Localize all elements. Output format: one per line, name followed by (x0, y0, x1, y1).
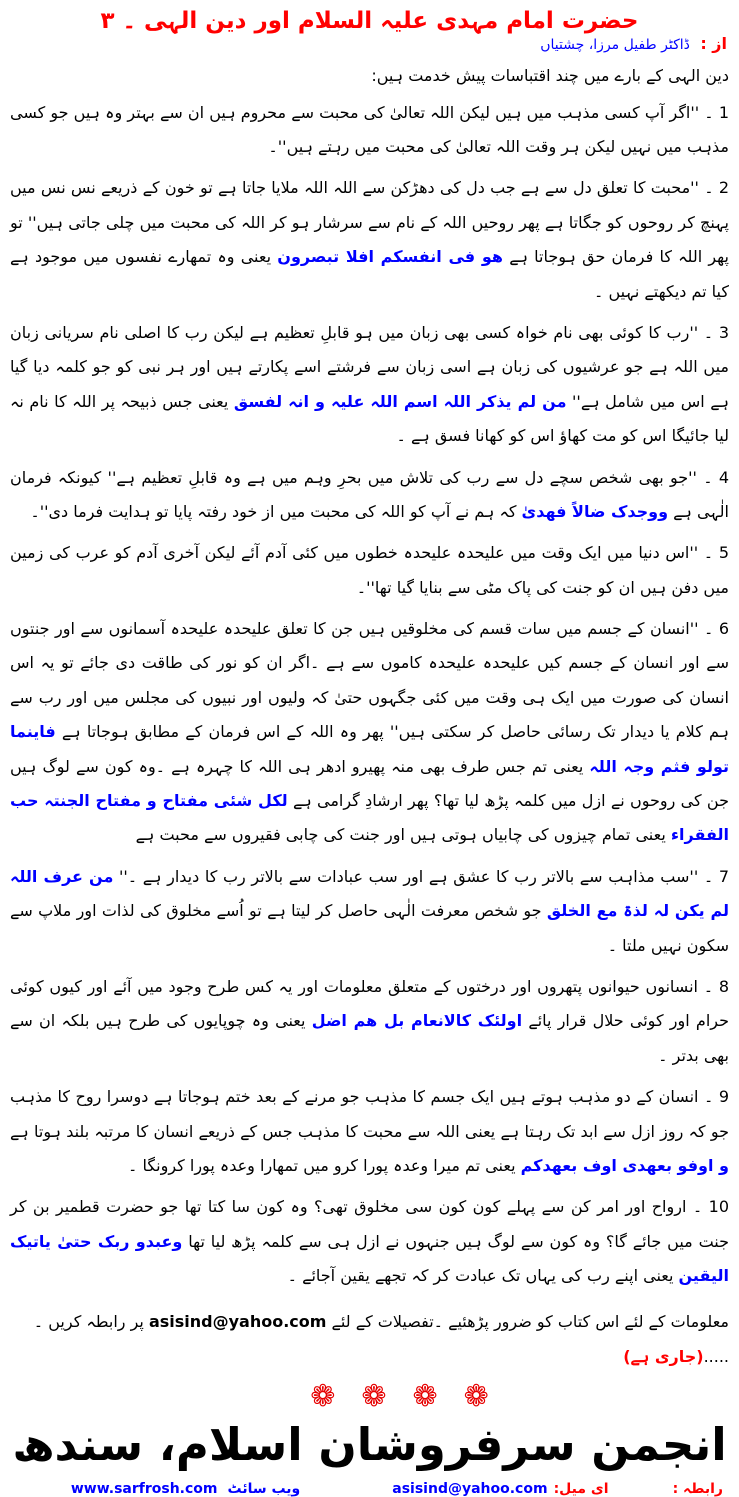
text-segment: اولئک کالانعام بل ھم اضل (311, 1011, 523, 1031)
rosette-ornament-icon: ❁ (463, 1379, 489, 1415)
text-segment: 8 ۔ انسانوں حیوانوں پتھروں اور درختوں کے متعلق معلومات اور یہ کس طرح وجود میں آئے اور کیوں کوئی حرام اور کوئی حلال قرار پائے (10, 976, 729, 1031)
text-segment: فاینما تولو فثم وجہ اللہ (10, 722, 729, 776)
text-segment: 2 ۔ ''محبت کا تعلق دل سے ہے جب دل کی دھڑکن سے اللہ اللہ ملایا جاتا ہے تو خون کے ذریعے نس نس میں پہنچ کر روحوں کو جگاتا ہے پھر روحیں اللہ کے نام سے سرشار ہو کر اللہ کی محبت میں چلی جاتی ہیں'' تو پھر اللہ کا فرمان حق ہوجاتا ہے (10, 178, 730, 267)
quote-item (10, 461, 729, 530)
ornament-row (10, 1379, 729, 1415)
text-segment: 6 ۔ ''انسان کے جسم میں سات قسم کی مخلوقیں ہیں جن کا تعلق علیحدہ علیحدہ آسمانوں سے اور جنتوں سے اور انسان کے جسم کیں علیحدہ علیحدہ کاموں سے ہے ۔اگر ان کو نور کی طاقت دی جائے تو یہ اس انسان کی صورت میں ایک ہی وقت میں کئی جگہوں حتیٰ کہ ولیوں اور نبیوں کی مجلس میں اور رب سے ہم کلام یا دیدار تک رسائی حاصل کر سکتی ہیں'' پھر وہ اللہ کے اس فرمان کے مطابق ہوجاتا ہے (10, 619, 729, 742)
text-segment: یعنی تم میرا وعدہ پورا کرو میں تمھارا وعدہ پورا کرونگا ۔ (128, 1155, 521, 1175)
quote-item (10, 536, 729, 605)
text-segment: 9 ۔ انسان کے دو مذہب ہوتے ہیں ایک جسم کا مذہب جو مرنے کے بعد ختم ہوجاتا ہے دوسرا روح کا مذہب جو کہ روز ازل سے ابد تک رہتا ہے یعنی اللہ سے محبت کا مذہب جس کے ذریعے انسان کا مرتبہ بلند ہوتا ہے (10, 1087, 729, 1141)
items-list (10, 96, 729, 1294)
contact-label: رابطہ : (672, 1481, 723, 1497)
footer-contact-bar (10, 1481, 729, 1497)
text-segment: ھو فی انفسکم افلا تبصرون (277, 247, 503, 267)
contact-line (10, 1305, 729, 1374)
text-segment: 10 ۔ ارواح اور امر کن سے پہلے کون کون سی مخلوق تھی؟ وہ کون سا کتا تھا جو حضرت قطمیر بن کر جنت میں جائے گا؟ وہ کون سے لوگ ہیں جنہوں نے ازل ہی سے کلمہ پڑھ لیا تھا (10, 1197, 730, 1251)
text-segment: من لم یذکر اللہ اسم اللہ علیہ و انہ لفسق (233, 391, 567, 411)
text-segment: یعنی اپنے رب کی یہاں تک عبادت کر کہ تجھے یقین آجائے ۔ (287, 1266, 679, 1286)
byline-author: ڈاکٹر طفیل مرزا، چشتیاں (540, 37, 690, 53)
quote-item (10, 860, 729, 963)
quote-item (10, 1080, 729, 1183)
text-segment: یعنی وہ چوپایوں کی طرح ہیں بلکہ ان سے بھی بدتر ۔ (10, 1011, 729, 1065)
email-link[interactable]: asisind@yahoo.com (392, 1481, 548, 1497)
rosette-ornament-icon: ❁ (310, 1379, 336, 1415)
text-segment: پر رابطہ کریں ۔ ..... (33, 1312, 729, 1366)
page-title: حضرت امام مہدی علیہ السلام اور دین الہی ۔ ۳ (100, 8, 639, 34)
website-label: ویب سائٹ (227, 1481, 301, 1497)
text-segment: 1 ۔ ''اگر آپ کسی مذہب میں ہیں لیکن اللہ تعالیٰ کی محبت سے محروم ہیں ان سے بہتر وہ ہیں جو کسی مذہب میں نہیں لیکن ہر وقت اللہ تعالیٰ کی محبت میں رہتے ہیں''۔ (10, 102, 729, 156)
text-segment: 7 ۔ ''سب مذاہب سے بالاتر رب کا عشق ہے اور سب عبادات سے بالاتر رب کا دیدار ہے ۔'' (113, 866, 729, 886)
email-text[interactable]: asisind@yahoo.com (148, 1312, 327, 1332)
text-segment: معلومات کے لئے اس کتاب کو ضرور پڑھئیے ۔تفصیلات کے لئے (326, 1312, 729, 1332)
text-segment: جو شخص معرفت الٰہی حاصل کر لیتا ہے تو اُسے مخلوق کی لذات اور ملاپ سے سکون نہیں ملتا ۔ (10, 901, 729, 955)
text-segment: ووجدک ضالاً فھدیٰ (521, 501, 669, 521)
quote-item (10, 970, 729, 1073)
text-segment: لکل شئی مفتاح و مفتاح الجنتہ حب الفقراء (10, 791, 729, 845)
quote-item (10, 96, 729, 165)
text-segment: و اوفو بعھدی اوف بعھدکم (520, 1155, 729, 1175)
text-segment: یعنی جس ذبیحہ پر اللہ کا نام نہ لیا جائیگا اس کو مت کھاؤ اس کو کھانا فسق ہے ۔ (10, 391, 729, 446)
quote-item (10, 316, 729, 454)
byline (10, 34, 727, 53)
text-segment: 4 ۔ ''جو بھی شخص سچے دل سے رب کی تلاش میں بحرِ وہم میں ہے وہ قابلِ تعظیم ہے'' کیونکہ فرمان الٰہی ہے (10, 467, 729, 521)
text-segment: یعنی تم جس طرف بھی منہ پھیرو ادھر ہی اللہ کا چہرہ ہے ۔وہ کون سے لوگ ہیں جن کی روحوں نے ازل میں کلمہ پڑھ لیا تھا؟ پھر ارشادِ گرامی ہے (10, 756, 730, 811)
quote-item (10, 612, 729, 853)
website-link[interactable]: www.sarfrosh.com (70, 1481, 218, 1497)
intro-line: دین الہی کے بارے میں چند اقتباسات پیش خدمت ہیں: (371, 66, 729, 85)
text-segment: 3 ۔ ''رب کا کوئی بھی نام خواہ کسی بھی زبان میں ہو قابلِ تعظیم ہے لیکن رب کا اصلی نام سریانی زبان میں اللہ ہے جو عرشیوں کی زبان ہے اسی زبان سے فرشتے اسے پکارتے ہیں اور ہر نبی کو جو کلمہ دیا گیا ہے اس میں شامل ہے'' (10, 322, 730, 411)
text-segment: (جاری ہے) (623, 1346, 704, 1366)
byline-label: از : (700, 34, 727, 53)
rosette-ornament-icon: ❁ (412, 1379, 438, 1415)
email-label: ای میل: (553, 1481, 609, 1497)
text-segment: من عرف اللہ لم یکن لہ لذۃ مع الخلق (10, 866, 730, 921)
quote-item (10, 1190, 729, 1293)
text-segment: کہ ہم نے آپ کو اللہ کی محبت میں از خود رفتہ پایا تو ہدایت فرما دی''۔ (30, 501, 522, 521)
quote-item (10, 171, 729, 309)
text-segment: وعبدو ربک حتیٰ یاتیک الیقین (10, 1231, 729, 1286)
rosette-ornament-icon: ❁ (361, 1379, 387, 1415)
organization-title: انجمن سرفروشان اسلام، سندھ (12, 1418, 727, 1472)
text-segment: یعنی وہ تمھارے نفسوں میں موجود ہے کیا تم دیکھتے نہیں ۔ (10, 247, 729, 301)
text-segment: یعنی تمام چیزوں کی چابیاں ہوتی ہیں اور جنت کی چابی فقیروں سے محبت ہے (135, 825, 671, 845)
text-segment: 5 ۔ ''اس دنیا میں ایک وقت میں علیحدہ علیحدہ خطوں میں کئی آدم آئے لیکن آخری آدم کو عرب کی زمین میں دفن ہیں ان کو جنت کی پاک مٹی سے بنایا گیا تھا''۔ (10, 543, 729, 597)
